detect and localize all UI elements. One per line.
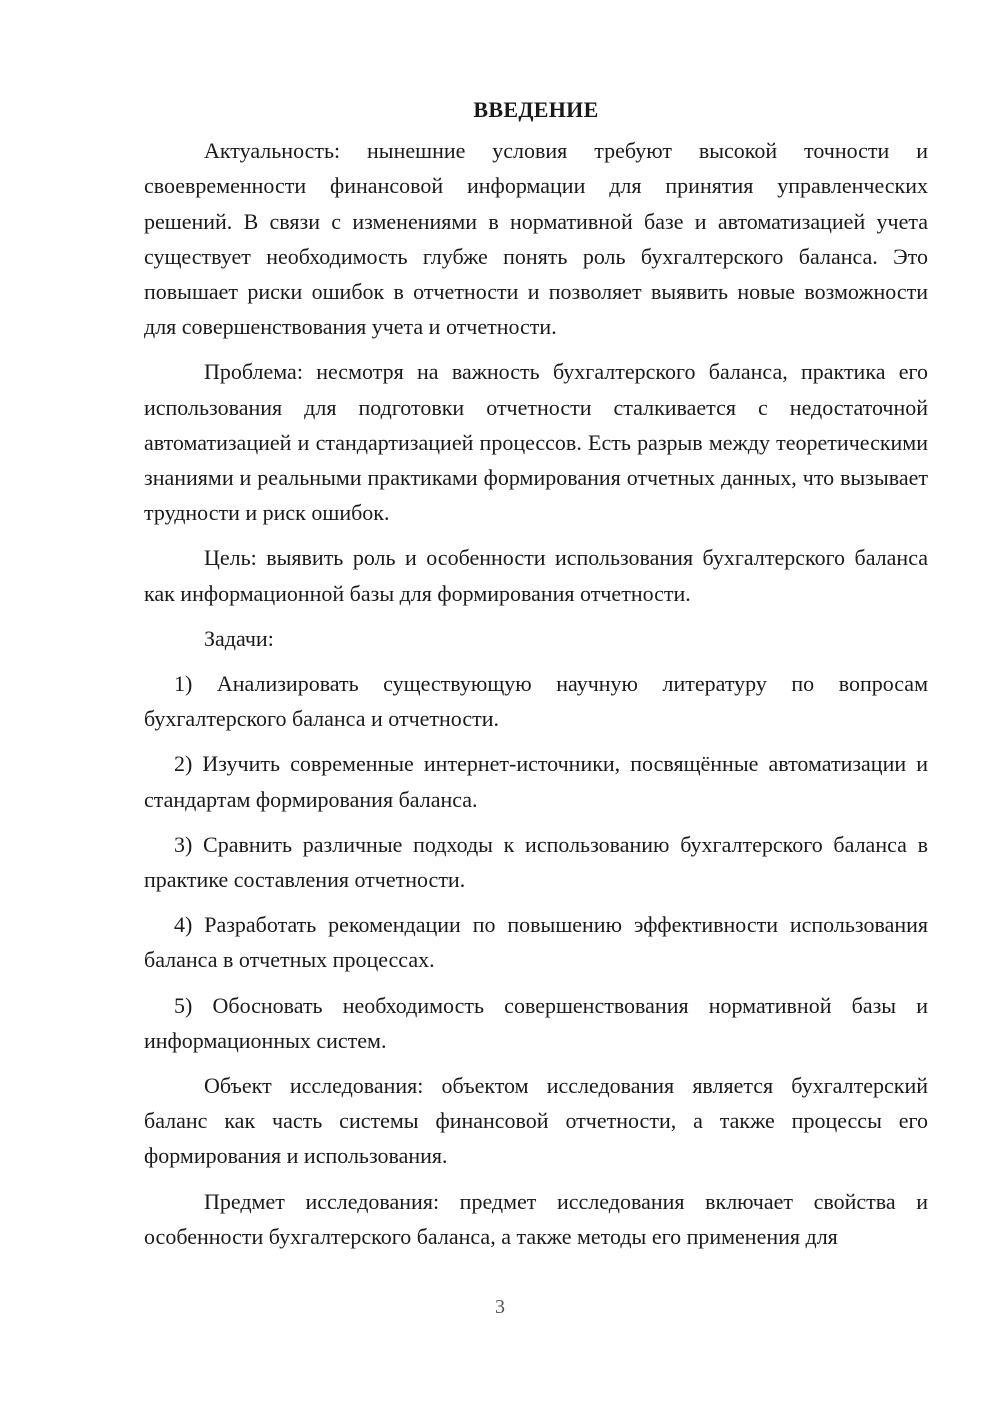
task-item-5: 5) Обосновать необходимость совершенствования нормативной базы и информационных систем. [144,992,928,1053]
task-item-1: 1) Анализировать существующую научную литературу по вопросам бухгалтерского баланса и отчетности. [144,671,928,732]
paragraph-object: Объект исследования: объектом исследования является бухгалтерский баланс как часть системы финансовой отчетности, а также процессы его формирования и использования. [144,1073,928,1169]
paragraph-relevance: Актуальность: нынешние условия требуют высокой точности и своевременности финансовой информации для принятия управленческих решений. В связи с изменениями в нормативной базе и автоматизацией учета существует необходимость глубже понять роль бухгалтерского баланса. Это повышает риски ошибок в отчетности и позволяет выявить новые возможности для совершенствования учета и отчетности. [144,138,928,340]
task-item-2: 2) Изучить современные интернет-источники, посвящённые автоматизации и стандартам формирования баланса. [144,751,928,812]
task-item-3: 3) Сравнить различные подходы к использованию бухгалтерского баланса в практике составления отчетности. [144,831,928,893]
paragraph-goal: Цель: выявить роль и особенности использования бухгалтерского баланса как информационной базы для формирования отчетности. [144,545,928,606]
document-page [144,92,928,1264]
page-title: ВВЕДЕНИЕ [473,97,599,122]
tasks-heading: Задачи: [204,625,274,651]
page-number: 3 [495,1296,505,1318]
paragraph-problem: Проблема: несмотря на важность бухгалтерского баланса, практика его использования для подготовки отчетности сталкивается с недостаточной автоматизацией и стандартизацией процессов. Есть разрыв между теоретическими знаниями и реальными практиками формирования отчетных данных, что вызывает трудности и риск ошибок. [144,359,928,526]
task-item-4: 4) Разработать рекомендации по повышению эффективности использования баланса в отчетных процессах. [144,912,928,973]
paragraph-subject: Предмет исследования: предмет исследования включает свойства и особенности бухгалтерского баланса, а также методы его применения для [144,1188,928,1249]
